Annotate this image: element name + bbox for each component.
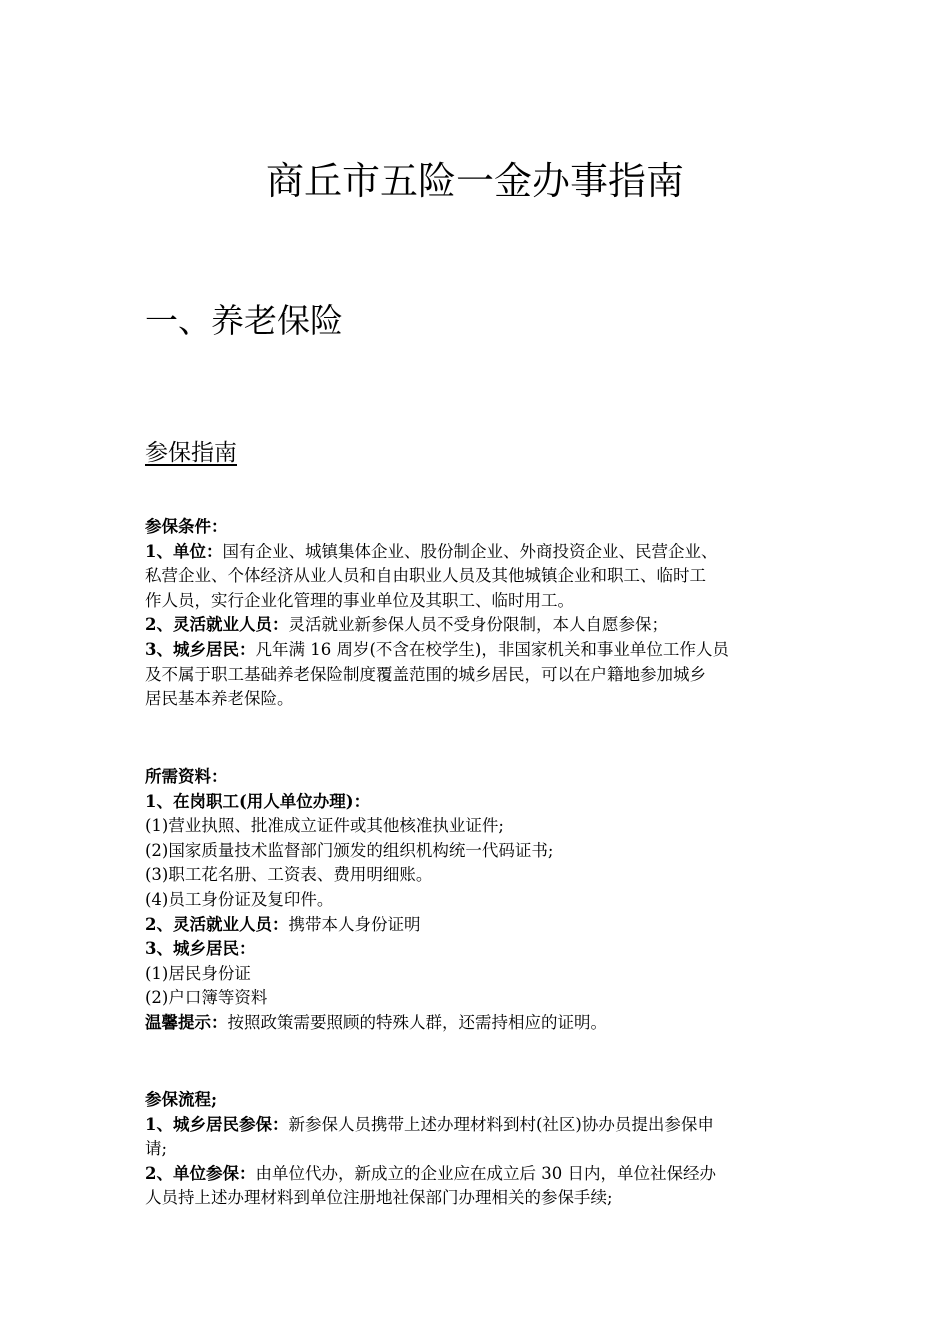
materials-block (145, 765, 815, 1036)
condition-item-residents (145, 638, 815, 663)
material-subitem: (4)员工身份证及复印件。 (145, 889, 334, 909)
process-item-text: 人员持上述办理材料到单位注册地社保部门办理相关的参保手续; (145, 1188, 613, 1208)
condition-item-label: 1、单位： (145, 541, 223, 561)
condition-item-text: 凡年满 16 周岁(不含在校学生)，非国家机关和事业单位工作人员 (255, 639, 729, 659)
condition-item-text: 私营企业、个体经济从业人员和自由职业人员及其他城镇企业和职工、临时工 (145, 566, 706, 586)
condition-item-text: 国有企业、城镇集体企业、股份制企业、外商投资企业、民营企业、 (222, 541, 718, 561)
process-item-unit (145, 1162, 815, 1187)
material-subitem: (2)国家质量技术监督部门颁发的组织机构统一代码证书; (145, 840, 554, 860)
conditions-heading: 参保条件： (145, 517, 228, 536)
material-item-label: 2、灵活就业人员： (145, 914, 289, 934)
warm-tip-text: 按照政策需要照顾的特殊人群，还需持相应的证明。 (227, 1012, 607, 1032)
process-item-label: 2、单位参保： (145, 1163, 256, 1183)
condition-item-flexible (145, 613, 815, 638)
material-item-text: 携带本人身份证明 (288, 914, 421, 934)
section-heading-pension: 一、养老保险 (145, 301, 343, 340)
material-item-flexible (145, 913, 815, 938)
condition-item-label: 2、灵活就业人员： (145, 615, 289, 635)
subsection-heading-guide: 参保指南 (145, 440, 237, 466)
process-item-residents (145, 1113, 815, 1138)
condition-item-text: 作人员，实行企业化管理的事业单位及其职工、临时用工。 (145, 590, 574, 610)
material-subitem: (3)职工花名册、工资表、费用明细账。 (145, 865, 433, 885)
condition-item-text: 灵活就业新参保人员不受身份限制，本人自愿参保； (288, 615, 668, 635)
material-item-employees: 1、在岗职工(用人单位办理)： (145, 791, 371, 811)
process-heading: 参保流程; (145, 1090, 218, 1109)
document-title: 商丘市五险一金办事指南 (265, 159, 684, 203)
process-item-text: 由单位代办，新成立的企业应在成立后 30 日内，单位社保经办 (255, 1163, 716, 1183)
warm-tip (145, 1011, 815, 1036)
process-item-text: 新参保人员携带上述办理材料到村(社区)协办员提出参保申 (288, 1114, 714, 1134)
materials-heading: 所需资料： (145, 767, 228, 786)
warm-tip-label: 温馨提示： (145, 1012, 228, 1032)
condition-item-text: 及不属于职工基础养老保险制度覆盖范围的城乡居民，可以在户籍地参加城乡 (145, 664, 706, 684)
material-subitem: (2)户口簿等资料 (145, 988, 268, 1008)
process-item-label: 1、城乡居民参保： (145, 1114, 289, 1134)
condition-item-label: 3、城乡居民： (145, 639, 256, 659)
process-block (145, 1088, 815, 1211)
condition-item-text: 居民基本养老保险。 (145, 689, 294, 709)
material-subitem: (1)居民身份证 (145, 963, 251, 983)
material-item-residents: 3、城乡居民： (145, 939, 256, 959)
material-subitem: (1)营业执照、批准成立证件或其他核准执业证件; (145, 816, 504, 836)
conditions-block (145, 515, 815, 712)
process-item-text: 请; (145, 1139, 168, 1159)
condition-item-unit (145, 540, 815, 565)
